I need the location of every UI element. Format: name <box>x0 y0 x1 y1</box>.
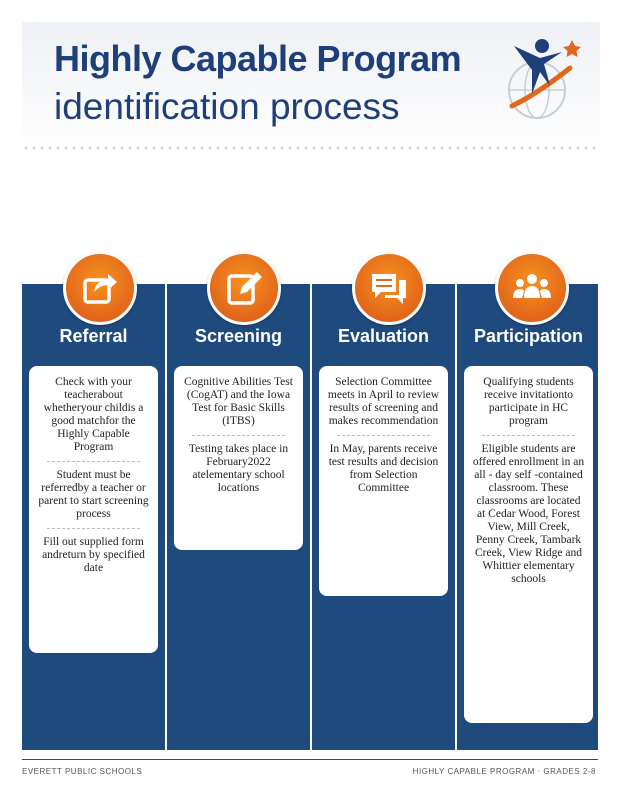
column-separator <box>455 284 457 750</box>
screening-card <box>174 366 303 550</box>
group-people-icon <box>512 268 552 308</box>
page-subtitle: identification process <box>54 86 400 127</box>
dotted-divider <box>22 146 600 150</box>
card-text: Cognitive Abilities Test (CogAT) and the Iowa Test for Basic Skills (ITBS) <box>184 376 293 427</box>
card-text: Fill out supplied form andreturn by specified date <box>42 536 145 574</box>
footer-program: HIGHLY CAPABLE PROGRAM · GRADES 2-8 <box>412 767 596 776</box>
column-heading-participation: Participation <box>473 326 584 346</box>
column-heading-referral: Referral <box>59 326 128 346</box>
card-divider <box>192 435 285 436</box>
card-text: Testing takes place in February2022 atelementary school locations <box>188 443 289 494</box>
share-arrow-icon <box>80 268 120 308</box>
column-heading-evaluation: Evaluation <box>337 326 430 346</box>
card-text: Qualifying students receive invitationto participate in HC program <box>483 376 574 427</box>
edit-document-icon <box>224 268 264 308</box>
page-title: Highly Capable Program <box>54 38 462 79</box>
card-divider <box>337 435 430 436</box>
column-heading-screening: Screening <box>194 326 283 346</box>
card-text: In May, parents receive test results and decision from Selection Committee <box>328 443 439 494</box>
evaluation-circle <box>352 251 426 325</box>
chat-bubbles-icon <box>369 268 409 308</box>
card-text: Selection Committee meets in April to review results of screening and makes recommendation <box>327 376 440 427</box>
footer-organization: EVERETT PUBLIC SCHOOLS <box>22 767 143 776</box>
card-divider <box>482 435 575 436</box>
program-logo-icon <box>492 28 592 128</box>
participation-circle <box>495 251 569 325</box>
card-divider <box>47 528 140 529</box>
footer-rule <box>22 759 598 760</box>
column-separator <box>165 284 167 750</box>
card-text: Check with your teacherabout whetheryour childis a good matchfor the Highly Capable Program <box>43 376 144 453</box>
screening-circle <box>207 251 281 325</box>
card-text: Eligible students are offered enrollment in an all - day self -contained classroom. These classrooms are located at Cedar Wood, Forest View, Mill Creek, Penny Creek, Tambark Creek, View Ridge and Whittier elementary schools <box>472 443 585 585</box>
referral-circle <box>63 251 137 325</box>
header-banner <box>22 22 600 148</box>
column-separator <box>310 284 312 750</box>
card-divider <box>47 461 140 462</box>
referral-card <box>29 366 158 653</box>
card-text: Student must be referredby a teacher or parent to start screening process <box>38 469 149 520</box>
evaluation-card <box>319 366 448 596</box>
participation-card <box>464 366 593 723</box>
